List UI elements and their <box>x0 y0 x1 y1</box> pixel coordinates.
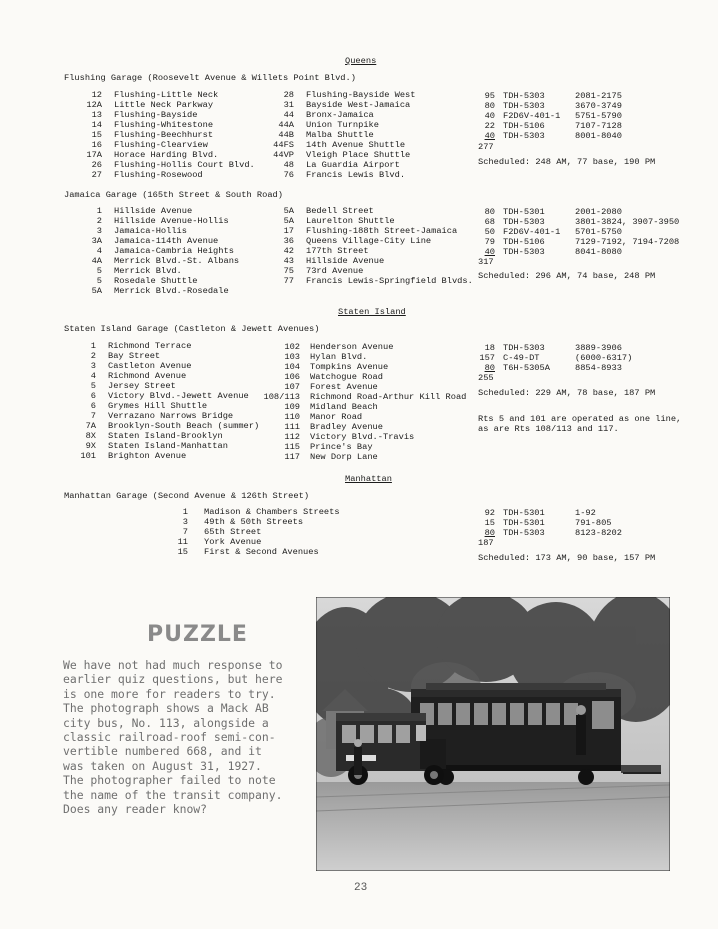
fleet-count: 157 <box>479 353 495 363</box>
route-row <box>80 236 239 246</box>
fleet-total-staten: 255 <box>478 373 494 383</box>
route-name: Francis Lewis-Springfield Blvds. <box>306 276 473 286</box>
fleet-count: 80 <box>484 528 495 538</box>
route-name: Prince's Bay <box>310 442 373 452</box>
route-row <box>80 256 239 266</box>
route-number: 1 <box>90 341 96 351</box>
route-name: Tompkins Avenue <box>310 362 389 372</box>
section-title-staten-island: Staten Island <box>338 307 406 317</box>
route-row <box>268 216 473 226</box>
route-name: Queens Village-City Line <box>306 236 432 246</box>
route-row <box>268 110 415 120</box>
route-number: 115 <box>284 442 300 452</box>
route-row <box>268 236 473 246</box>
route-number: 77 <box>283 276 294 286</box>
fleet-row <box>470 247 679 257</box>
fleet-number-range: 8854-8933 <box>575 363 622 373</box>
route-name: Bay Street <box>108 351 161 361</box>
route-number: 1 <box>96 206 102 216</box>
route-row <box>80 266 239 276</box>
route-number: 1 <box>182 507 188 517</box>
route-name: Flushing-Little Neck <box>114 90 219 100</box>
fleet-count: 40 <box>484 111 495 121</box>
route-list-jamaica-left <box>80 206 239 296</box>
fleet-list-jamaica <box>470 207 679 257</box>
route-list-flushing-mid <box>268 90 415 180</box>
route-number: 107 <box>284 382 300 392</box>
route-number: 3A <box>91 236 102 246</box>
fleet-row <box>470 343 632 353</box>
route-name: Merrick Blvd.-St. Albans <box>114 256 240 266</box>
route-name: Hillside Avenue-Hollis <box>114 216 229 226</box>
garage-header-jamaica: Jamaica Garage (165th Street & South Road) <box>64 190 283 200</box>
route-row <box>80 170 255 180</box>
route-number: 11 <box>177 537 188 547</box>
route-list-staten-mid <box>260 342 466 462</box>
route-list-jamaica-mid <box>268 206 473 286</box>
route-number: 5 <box>96 276 102 286</box>
route-name: Hillside Avenue <box>114 206 193 216</box>
route-name: Staten Island-Brooklyn <box>108 431 223 441</box>
route-row <box>268 160 415 170</box>
route-row <box>80 120 255 130</box>
route-number: 7 <box>182 527 188 537</box>
route-number: 6 <box>90 401 96 411</box>
route-row <box>268 226 473 236</box>
route-row <box>160 507 340 517</box>
route-row <box>260 342 466 352</box>
fleet-row <box>470 111 622 121</box>
fleet-count: 80 <box>484 207 495 217</box>
fleet-total-manhattan: 187 <box>478 538 494 548</box>
route-name: Jamaica-Cambria Heights <box>114 246 234 256</box>
route-row <box>80 226 239 236</box>
route-number: 102 <box>284 342 300 352</box>
route-row <box>268 100 415 110</box>
route-row <box>260 352 466 362</box>
route-number: 4 <box>90 371 96 381</box>
route-number: 106 <box>284 372 300 382</box>
route-row <box>268 256 473 266</box>
route-name: Henderson Avenue <box>310 342 394 352</box>
fleet-model: TDH-5106 <box>503 121 545 131</box>
route-row <box>80 286 239 296</box>
route-number: 27 <box>91 170 102 180</box>
route-name: 14th Avenue Shuttle <box>306 140 406 150</box>
route-row <box>160 517 340 527</box>
scheduled-jamaica: Scheduled: 296 AM, 74 base, 248 PM <box>478 271 656 281</box>
route-number: 42 <box>283 246 294 256</box>
route-number: 7A <box>85 421 96 431</box>
scheduled-staten: Scheduled: 229 AM, 78 base, 187 PM <box>478 388 656 398</box>
route-number: 117 <box>284 452 300 462</box>
fleet-model: F2D6V-401-1 <box>503 111 561 121</box>
route-number: 5 <box>90 381 96 391</box>
fleet-number-range: 5751-5790 <box>575 111 622 121</box>
route-number: 103 <box>284 352 300 362</box>
route-number: 12 <box>91 90 102 100</box>
route-row <box>260 362 466 372</box>
fleet-number-range: 2001-2080 <box>575 207 622 217</box>
route-number: 3 <box>96 226 102 236</box>
route-name: York Avenue <box>204 537 262 547</box>
route-name: Laurelton Shuttle <box>306 216 395 226</box>
route-number: 16 <box>91 140 102 150</box>
route-number: 44A <box>278 120 294 130</box>
route-number: 5 <box>96 266 102 276</box>
route-row <box>268 206 473 216</box>
fleet-number-range: 3670-3749 <box>575 101 622 111</box>
route-row <box>268 246 473 256</box>
fleet-row <box>470 518 622 528</box>
route-name: Flushing-188th Street-Jamaica <box>306 226 458 236</box>
fleet-row <box>470 353 632 363</box>
section-title-manhattan: Manhattan <box>345 474 392 484</box>
route-number: 7 <box>90 411 96 421</box>
route-number: 15 <box>177 547 188 557</box>
route-number: 6 <box>90 391 96 401</box>
route-number: 101 <box>80 451 96 461</box>
fleet-count: 40 <box>484 247 495 257</box>
route-number: 75 <box>283 266 294 276</box>
fleet-number-range: 8123-8202 <box>575 528 622 538</box>
route-name: Flushing-Hollis Court Blvd. <box>114 160 255 170</box>
route-row <box>56 351 259 361</box>
route-number: 3 <box>182 517 188 527</box>
route-name: Little Neck Parkway <box>114 100 214 110</box>
fleet-model: T6H-5305A <box>503 363 550 373</box>
fleet-count: 18 <box>484 343 495 353</box>
route-number: 104 <box>284 362 300 372</box>
route-row <box>160 547 340 557</box>
fleet-row <box>470 91 622 101</box>
route-number: 12A <box>86 100 102 110</box>
fleet-count: 80 <box>484 101 495 111</box>
route-row <box>80 150 255 160</box>
fleet-model: TDH-5303 <box>503 101 545 111</box>
fleet-model: TDH-5303 <box>503 217 545 227</box>
scheduled-flushing: Scheduled: 248 AM, 77 base, 190 PM <box>478 157 656 167</box>
route-name: Flushing-Bayside <box>114 110 198 120</box>
route-row <box>160 537 340 547</box>
route-number: 43 <box>283 256 294 266</box>
route-name: 65th Street <box>204 527 262 537</box>
route-number: 2 <box>90 351 96 361</box>
route-name: New Dorp Lane <box>310 452 378 462</box>
route-number: 2 <box>96 216 102 226</box>
route-name: La Guardia Airport <box>306 160 400 170</box>
route-number: 76 <box>283 170 294 180</box>
route-row <box>80 216 239 226</box>
route-name: 177th Street <box>306 246 369 256</box>
route-row <box>56 391 259 401</box>
route-number: 5A <box>91 286 102 296</box>
route-number: 48 <box>283 160 294 170</box>
route-row <box>56 411 259 421</box>
scheduled-manhattan: Scheduled: 173 AM, 90 base, 157 PM <box>478 553 656 563</box>
fleet-number-range: 5701-5750 <box>575 227 622 237</box>
route-number: 109 <box>284 402 300 412</box>
route-name: Jamaica-Hollis <box>114 226 187 236</box>
route-row <box>260 422 466 432</box>
fleet-row <box>470 217 679 227</box>
route-name: Flushing-Rosewood <box>114 170 203 180</box>
route-number: 9X <box>85 441 96 451</box>
route-name: Bronx-Jamaica <box>306 110 374 120</box>
fleet-number-range: 3801-3824, 3907-3950 <box>575 217 680 227</box>
route-name: Brooklyn-South Beach (summer) <box>108 421 260 431</box>
route-name: Flushing-Clearview <box>114 140 208 150</box>
route-name: Bradley Avenue <box>310 422 383 432</box>
route-name: First & Second Avenues <box>204 547 319 557</box>
fleet-number-range: (6000-6317) <box>575 353 633 363</box>
route-name: Watchogue Road <box>310 372 383 382</box>
route-number: 8X <box>85 431 96 441</box>
garage-header-manhattan: Manhattan Garage (Second Avenue & 126th Street) <box>64 491 310 501</box>
route-row <box>260 412 466 422</box>
fleet-row <box>470 207 679 217</box>
route-row <box>268 276 473 286</box>
fleet-model: TDH-5303 <box>503 91 545 101</box>
route-row <box>80 110 255 120</box>
route-name: Staten Island-Manhattan <box>108 441 228 451</box>
fleet-number-range: 1-92 <box>575 508 596 518</box>
fleet-model: TDH-5303 <box>503 131 545 141</box>
fleet-row <box>470 101 622 111</box>
route-name: Verrazano Narrows Bridge <box>108 411 234 421</box>
fleet-row <box>470 363 632 373</box>
route-name: Victory Blvd.-Travis <box>310 432 415 442</box>
fleet-count: 22 <box>484 121 495 131</box>
route-row <box>80 206 239 216</box>
fleet-list-flushing <box>470 91 622 141</box>
route-row <box>80 130 255 140</box>
route-row <box>260 402 466 412</box>
route-name: Bedell Street <box>306 206 374 216</box>
route-name: 73rd Avenue <box>306 266 364 276</box>
route-number: 44 <box>283 110 294 120</box>
route-number: 17 <box>283 226 294 236</box>
route-name: Vleigh Place Shuttle <box>306 150 411 160</box>
route-row <box>160 527 340 537</box>
route-name: Madison & Chambers Streets <box>204 507 340 517</box>
fleet-list-staten <box>470 343 632 373</box>
fleet-model: TDH-5106 <box>503 237 545 247</box>
route-row <box>56 381 259 391</box>
fleet-number-range: 7129-7192, 7194-7208 <box>575 237 680 247</box>
route-name: Malba Shuttle <box>306 130 374 140</box>
fleet-model: TDH-5303 <box>503 247 545 257</box>
route-number: 3 <box>90 361 96 371</box>
route-number: 14 <box>91 120 102 130</box>
route-number: 15 <box>91 130 102 140</box>
note-staten-1: Rts 5 and 101 are operated as one line, <box>478 414 682 424</box>
route-number: 112 <box>284 432 300 442</box>
route-number: 44VP <box>273 150 294 160</box>
route-number: 28 <box>283 90 294 100</box>
route-name: Merrick Blvd. <box>114 266 182 276</box>
route-number: 108/113 <box>263 392 300 402</box>
fleet-row <box>470 528 622 538</box>
fleet-number-range: 3889-3906 <box>575 343 622 353</box>
route-row <box>80 246 239 256</box>
route-row <box>80 140 255 150</box>
route-row <box>260 442 466 452</box>
route-list-staten-left <box>56 341 259 461</box>
route-name: Midland Beach <box>310 402 378 412</box>
fleet-number-range: 7107-7128 <box>575 121 622 131</box>
route-number: 4A <box>91 256 102 266</box>
fleet-total-jamaica: 317 <box>478 257 494 267</box>
bus-and-streetcar-photo <box>316 597 670 871</box>
route-number: 17A <box>86 150 102 160</box>
route-name: Rosedale Shuttle <box>114 276 198 286</box>
fleet-count: 40 <box>484 131 495 141</box>
route-row <box>80 100 255 110</box>
route-name: Brighton Avenue <box>108 451 187 461</box>
route-row <box>56 361 259 371</box>
route-row <box>56 451 259 461</box>
route-row <box>56 431 259 441</box>
fleet-model: C-49-DT <box>503 353 540 363</box>
route-list-flushing-left <box>80 90 255 180</box>
fleet-model: TDH-5301 <box>503 508 545 518</box>
route-name: Jersey Street <box>108 381 176 391</box>
route-name: Manor Road <box>310 412 363 422</box>
fleet-row <box>470 121 622 131</box>
fleet-count: 95 <box>484 91 495 101</box>
route-name: Union Turnpike <box>306 120 379 130</box>
route-name: Richmond Avenue <box>108 371 187 381</box>
route-row <box>56 421 259 431</box>
route-number: 111 <box>284 422 300 432</box>
route-number: 5A <box>283 206 294 216</box>
route-name: Victory Blvd.-Jewett Avenue <box>108 391 249 401</box>
fleet-count: 80 <box>484 363 495 373</box>
route-name: 49th & 50th Streets <box>204 517 304 527</box>
route-row <box>80 90 255 100</box>
route-number: 44B <box>278 130 294 140</box>
route-number: 31 <box>283 100 294 110</box>
fleet-row <box>470 227 679 237</box>
route-row <box>260 382 466 392</box>
puzzle-title: PUZZLE <box>147 622 248 647</box>
fleet-model: TDH-5301 <box>503 518 545 528</box>
route-row <box>260 372 466 382</box>
route-name: Jamaica-114th Avenue <box>114 236 219 246</box>
route-number: 4 <box>96 246 102 256</box>
route-row <box>80 160 255 170</box>
route-name: Forest Avenue <box>310 382 378 392</box>
route-row <box>268 150 415 160</box>
route-row <box>268 130 415 140</box>
route-row <box>268 170 415 180</box>
puzzle-text: We have not had much response to earlier quiz questions, but here is one more for readers to try. The photograph shows a Mack AB city bus, No. 113, alongside a classic railroad-roof semi-con- vertible numbered 668, and it was taken on August 31, 1927. The photographer failed to note the name of the transit company. Does any reader know? <box>63 658 283 817</box>
route-name: Bayside West-Jamaica <box>306 100 411 110</box>
route-name: Horace Harding Blvd. <box>114 150 219 160</box>
route-row <box>260 392 466 402</box>
route-row <box>56 441 259 451</box>
route-row <box>56 401 259 411</box>
fleet-total-flushing: 277 <box>478 142 494 152</box>
garage-header-flushing: Flushing Garage (Roosevelt Avenue & Willets Point Blvd.) <box>64 73 356 83</box>
fleet-model: F2D6V-401-1 <box>503 227 561 237</box>
route-name: Castleton Avenue <box>108 361 192 371</box>
fleet-count: 50 <box>484 227 495 237</box>
route-row <box>56 341 259 351</box>
fleet-number-range: 8041-8080 <box>575 247 622 257</box>
route-name: Richmond Road-Arthur Kill Road <box>310 392 467 402</box>
fleet-row <box>470 131 622 141</box>
route-row <box>80 276 239 286</box>
fleet-list-manhattan <box>470 508 622 538</box>
fleet-number-range: 8001-8040 <box>575 131 622 141</box>
fleet-count: 68 <box>484 217 495 227</box>
route-row <box>260 452 466 462</box>
route-row <box>56 371 259 381</box>
fleet-count: 79 <box>484 237 495 247</box>
route-name: Flushing-Bayside West <box>306 90 416 100</box>
route-row <box>268 140 415 150</box>
route-number: 13 <box>91 110 102 120</box>
route-name: Francis Lewis Blvd. <box>306 170 406 180</box>
route-number: 26 <box>91 160 102 170</box>
route-name: Merrick Blvd.-Rosedale <box>114 286 229 296</box>
route-name: Richmond Terrace <box>108 341 192 351</box>
page-number: 23 <box>354 882 368 894</box>
route-name: Flushing-Beechhurst <box>114 130 214 140</box>
fleet-model: TDH-5303 <box>503 528 545 538</box>
route-name: Flushing-Whitestone <box>114 120 214 130</box>
note-staten-2: as are Rts 108/113 and 117. <box>478 424 619 434</box>
fleet-model: TDH-5301 <box>503 207 545 217</box>
route-list-manhattan <box>160 507 340 557</box>
fleet-row <box>470 508 622 518</box>
route-name: Hylan Blvd. <box>310 352 368 362</box>
route-number: 110 <box>284 412 300 422</box>
fleet-model: TDH-5303 <box>503 343 545 353</box>
route-row <box>268 266 473 276</box>
fleet-number-range: 791-805 <box>575 518 612 528</box>
route-name: Hillside Avenue <box>306 256 385 266</box>
garage-header-staten-island: Staten Island Garage (Castleton & Jewett Avenues) <box>64 324 320 334</box>
route-name: Grymes Hill Shuttle <box>108 401 208 411</box>
route-number: 5A <box>283 216 294 226</box>
route-row <box>268 120 415 130</box>
section-title-queens: Queens <box>345 56 377 66</box>
route-number: 36 <box>283 236 294 246</box>
fleet-number-range: 2081-2175 <box>575 91 622 101</box>
route-number: 44FS <box>273 140 294 150</box>
fleet-count: 92 <box>484 508 495 518</box>
fleet-count: 15 <box>484 518 495 528</box>
route-row <box>268 90 415 100</box>
route-row <box>260 432 466 442</box>
fleet-row <box>470 237 679 247</box>
